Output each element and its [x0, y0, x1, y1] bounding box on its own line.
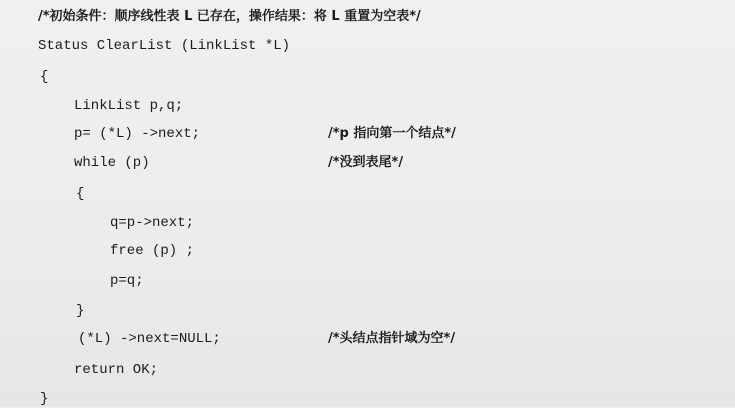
variable-declaration: LinkList p,q;	[74, 98, 184, 114]
return-statement: return OK;	[74, 362, 159, 378]
assign-p-comment: /*p 指向第一个结点*/	[328, 126, 456, 141]
null-assign-comment: /*头结点指针域为空*/	[328, 331, 456, 346]
p-assign-statement: p=q;	[110, 273, 144, 289]
free-statement: free (p) ;	[110, 243, 195, 259]
inner-open-brace: {	[76, 186, 85, 202]
while-comment: /*没到表尾*/	[328, 155, 404, 170]
assign-p-statement: p= (*L) ->next;	[74, 126, 201, 142]
header-comment: /*初始条件：顺序线性表 L 已存在，操作结果：将 L 重置为空表*/	[38, 9, 421, 24]
while-statement: while (p)	[74, 155, 150, 171]
function-signature: Status ClearList (LinkList *L)	[38, 38, 291, 54]
null-assign-statement: (*L) ->next=NULL;	[78, 331, 221, 347]
inner-close-brace: }	[76, 303, 85, 319]
close-brace: }	[40, 391, 49, 407]
q-assign-statement: q=p->next;	[110, 215, 195, 231]
open-brace: {	[40, 69, 49, 85]
